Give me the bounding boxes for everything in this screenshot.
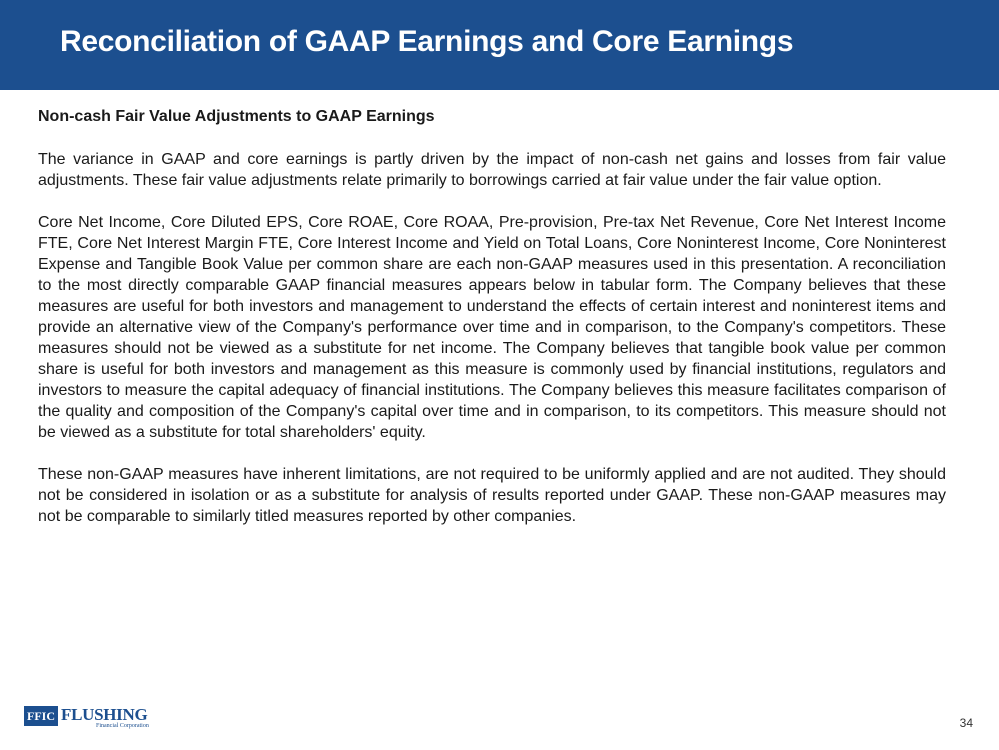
company-logo	[24, 706, 154, 730]
page-number: 34	[959, 716, 973, 730]
section-heading: Non-cash Fair Value Adjustments to GAAP Earnings	[38, 108, 435, 125]
page-title: Reconciliation of GAAP Earnings and Core Earnings	[60, 25, 794, 58]
logo-mark: FFIC	[24, 706, 58, 726]
logo-wordmark: FLUSHING	[61, 705, 148, 724]
paragraph-fair-value: The variance in GAAP and core earnings is partly driven by the impact of non-cash net gains and losses from fair value adjustments. These fair value adjustments relate primarily to borrowings carried at fair value under the fair value option.	[38, 151, 946, 189]
paragraph-non-gaap-measures: Core Net Income, Core Diluted EPS, Core ROAE, Core ROAA, Pre-provision, Pre-tax Net Revenue, Core Net Interest Income FTE, Core Net Interest Margin FTE, Core Interest Income and Yield on Total Loans, Core Noninterest Income, Core Noninterest Expense and Tangible Book Value per common share are each non-GAAP measures used in this presentation. A reconciliation to the most directly comparable GAAP financial measures appears below in tabular form. The Company believes that these measures are useful for both investors and management to understand the effects of certain interest and noninterest items and provide an alternative view of the Company's performance over time and in comparison, to the Company's competitors. These measures should not be viewed as a substitute for net income. The Company believes that tangible book value per common share is useful for both investors and management as this measure is commonly used by financial institutions, regulators and investors to measure the capital adequacy of financial institutions. The Company believes this measure facilitates comparison of the quality and composition of the Company's capital over time and in comparison, to its competitors. This measure should not be viewed as a substitute for total shareholders' equity.	[38, 214, 946, 441]
paragraph-limitations: These non-GAAP measures have inherent limitations, are not required to be uniformly applied and are not audited. They should not be considered in isolation or as a substitute for analysis of results reported under GAAP. These non-GAAP measures may not be comparable to similarly titled measures reported by other companies.	[38, 466, 946, 525]
title-bar	[0, 0, 999, 90]
body-content	[38, 106, 946, 548]
logo-subtitle: Financial Corporation	[96, 723, 149, 729]
